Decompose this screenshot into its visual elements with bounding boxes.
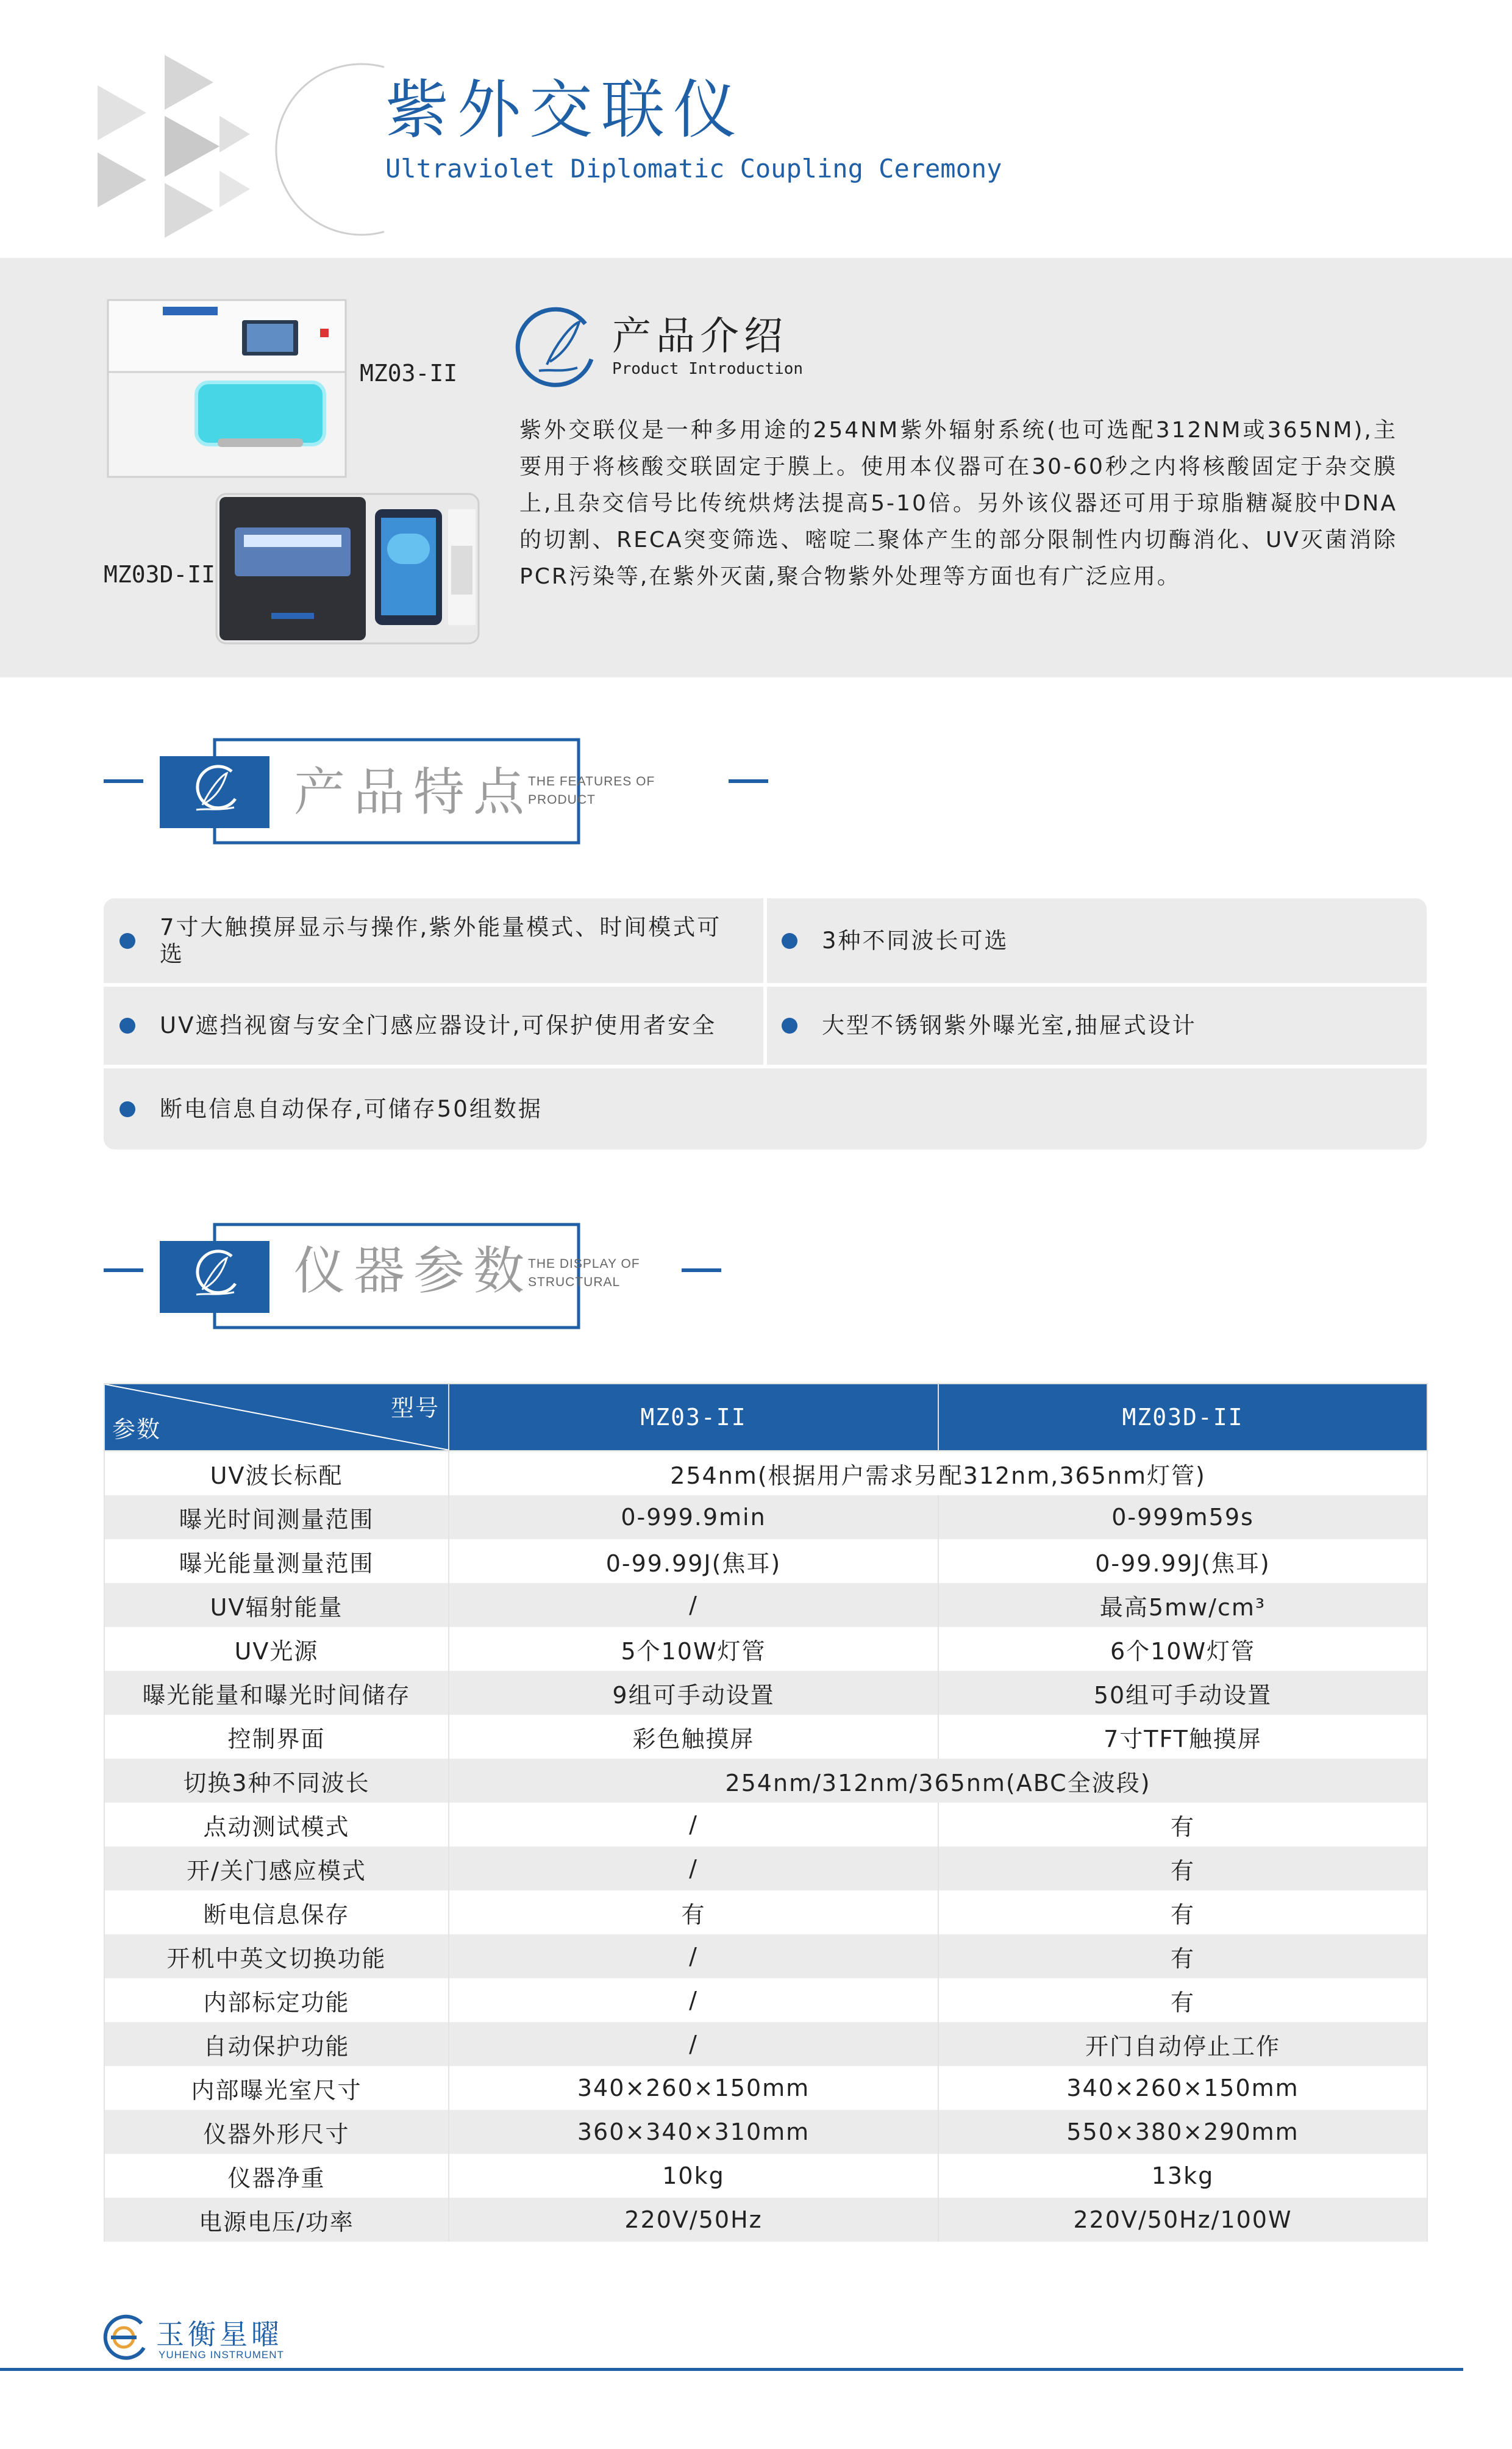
specs-heading-en-2: STRUCTURAL xyxy=(528,1275,621,1289)
value-cell-mz03: / xyxy=(449,1847,938,1890)
footer-rule xyxy=(0,2368,1463,2371)
value-cell-mz03: 9组可手动设置 xyxy=(449,1671,938,1715)
feature-text: 断电信息自动保存,可储存50组数据 xyxy=(160,1095,543,1122)
param-label-cell: 仪器净重 xyxy=(104,2154,449,2198)
value-cell-mz03d: 13kg xyxy=(938,2154,1427,2198)
table-row xyxy=(104,1847,1427,1890)
table-row xyxy=(104,1539,1427,1583)
value-cell-mz03d: 有 xyxy=(938,1803,1427,1847)
table-row xyxy=(104,1451,1427,1495)
column-header-mz03: MZ03-II xyxy=(449,1384,938,1451)
value-cell-mz03: / xyxy=(449,1583,938,1627)
feature-text: UV遮挡视窗与安全门感应器设计,可保护使用者安全 xyxy=(160,1012,717,1039)
bullet-icon xyxy=(119,933,135,949)
specs-heading: 仪器参数 xyxy=(294,1241,533,1301)
product-image-mz03 xyxy=(105,297,349,480)
page-subtitle: Ultraviolet Diplomatic Coupling Ceremony xyxy=(385,154,1002,184)
bullet-icon xyxy=(782,1018,797,1034)
value-cell-mz03: 有 xyxy=(449,1890,938,1934)
value-cell-mz03d: 最高5mw/cm³ xyxy=(938,1583,1427,1627)
value-cell-mz03: 360×340×310mm xyxy=(449,2110,938,2154)
features-heading: 产品特点 xyxy=(294,762,533,822)
value-cell-mz03: / xyxy=(449,1978,938,2022)
value-cell-mz03: / xyxy=(449,2022,938,2066)
value-cell-mz03d: 有 xyxy=(938,1934,1427,1978)
quill-logo-icon xyxy=(513,301,605,392)
feature-item xyxy=(119,898,760,983)
value-cell-mz03d: 有 xyxy=(938,1978,1427,2022)
table-row xyxy=(104,1627,1427,1671)
brand-logo-icon xyxy=(98,2311,150,2364)
page-title: 紫外交联仪 xyxy=(385,73,746,147)
spec-table xyxy=(104,1383,1428,2242)
param-label-cell: 内部曝光室尺寸 xyxy=(104,2066,449,2110)
param-label-cell: 点动测试模式 xyxy=(104,1803,449,1847)
feature-text: 7寸大触摸屏显示与操作,紫外能量模式、时间模式可选 xyxy=(160,913,722,967)
value-cell-mz03: 0-999.9min xyxy=(449,1495,938,1539)
param-label-cell: UV光源 xyxy=(104,1627,449,1671)
table-row xyxy=(104,2022,1427,2066)
value-cell-mz03: 340×260×150mm xyxy=(449,2066,938,2110)
bullet-icon xyxy=(782,933,797,949)
param-label-cell: 曝光能量和曝光时间储存 xyxy=(104,1671,449,1715)
table-row xyxy=(104,1583,1427,1627)
param-label-cell: 曝光能量测量范围 xyxy=(104,1539,449,1583)
value-cell-mz03d: 550×380×290mm xyxy=(938,2110,1427,2154)
merged-value-cell: 254nm(根据用户需求另配312nm,365nm灯管) xyxy=(449,1451,1427,1495)
product-image-mz03d xyxy=(213,491,482,646)
bullet-icon xyxy=(119,1018,135,1034)
features-divider-v xyxy=(763,898,767,1065)
feature-item xyxy=(782,987,1416,1065)
value-cell-mz03d: 0-99.99J(焦耳) xyxy=(938,1539,1427,1583)
table-row xyxy=(104,1890,1427,1934)
table-row xyxy=(104,1803,1427,1847)
bullet-icon xyxy=(119,1101,135,1117)
param-label-cell: 开/关门感应模式 xyxy=(104,1847,449,1890)
feature-item xyxy=(119,1068,1400,1149)
table-row xyxy=(104,1934,1427,1978)
param-label-cell: UV波长标配 xyxy=(104,1451,449,1495)
param-label-cell: 曝光时间测量范围 xyxy=(104,1495,449,1539)
merged-value-cell: 254nm/312nm/365nm(ABC全波段) xyxy=(449,1759,1427,1803)
value-cell-mz03: 5个10W灯管 xyxy=(449,1627,938,1671)
intro-heading-en: Product Introduction xyxy=(612,360,804,378)
value-cell-mz03: 彩色触摸屏 xyxy=(449,1715,938,1759)
table-header-row xyxy=(104,1384,1427,1451)
param-label-cell: 电源电压/功率 xyxy=(104,2198,449,2242)
specs-rule-left xyxy=(104,1268,143,1272)
feature-text: 大型不锈钢紫外曝光室,抽屉式设计 xyxy=(822,1012,1197,1039)
header-decoration xyxy=(91,49,396,244)
table-row xyxy=(104,1495,1427,1539)
value-cell-mz03d: 50组可手动设置 xyxy=(938,1671,1427,1715)
value-cell-mz03: / xyxy=(449,1934,938,1978)
features-heading-en-2: PRODUCT xyxy=(528,793,596,807)
table-row xyxy=(104,1978,1427,2022)
value-cell-mz03d: 6个10W灯管 xyxy=(938,1627,1427,1671)
intro-paragraph: 紫外交联仪是一种多用途的254NM紫外辐射系统(也可选配312NM或365NM),主要用于将核酸交联固定于膜上。使用本仪器可在30-60秒之内将核酸固定于杂交膜上,且杂交信号比传统烘烤法提高5-10倍。另外该仪器还可用于琼脂糖凝胶中DNA的切割、RECA突变筛选、嘧啶二聚体产生的部分限制性内切酶消化、UV灭菌消除PCR污染等,在紫外灭菌,聚合物紫外处理等方面也有广泛应用。 xyxy=(519,418,1397,589)
value-cell-mz03d: 开门自动停止工作 xyxy=(938,2022,1427,2066)
corner-param-label: 参数 xyxy=(112,1416,162,1443)
table-corner-cell xyxy=(104,1384,449,1451)
corner-type-label: 型号 xyxy=(390,1395,440,1421)
model-label-1: MZ03-II xyxy=(360,360,458,387)
table-row xyxy=(104,2154,1427,2198)
feature-item xyxy=(782,898,1416,983)
intro-heading: 产品介绍 xyxy=(612,314,788,359)
feature-text: 3种不同波长可选 xyxy=(822,927,1009,954)
specs-heading-en-1: THE DISPLAY OF xyxy=(528,1257,640,1271)
param-label-cell: 自动保护功能 xyxy=(104,2022,449,2066)
value-cell-mz03d: 有 xyxy=(938,1890,1427,1934)
param-label-cell: 内部标定功能 xyxy=(104,1978,449,2022)
column-header-mz03d: MZ03D-II xyxy=(938,1384,1427,1451)
features-rule-left xyxy=(104,779,143,783)
footer-brand-cn: 玉衡星曜 xyxy=(156,2318,283,2351)
value-cell-mz03: / xyxy=(449,1803,938,1847)
table-row xyxy=(104,1759,1427,1803)
value-cell-mz03d: 有 xyxy=(938,1847,1427,1890)
feature-item xyxy=(119,987,760,1065)
param-label-cell: 仪器外形尺寸 xyxy=(104,2110,449,2154)
param-label-cell: UV辐射能量 xyxy=(104,1583,449,1627)
value-cell-mz03: 0-99.99J(焦耳) xyxy=(449,1539,938,1583)
table-row xyxy=(104,1671,1427,1715)
model-label-2: MZ03D-II xyxy=(104,561,216,588)
features-heading-en-1: THE FEATURES OF xyxy=(528,774,655,788)
param-label-cell: 控制界面 xyxy=(104,1715,449,1759)
value-cell-mz03d: 340×260×150mm xyxy=(938,2066,1427,2110)
table-row xyxy=(104,2110,1427,2154)
specs-rule-right xyxy=(682,1268,721,1272)
table-row xyxy=(104,2198,1427,2242)
value-cell-mz03: 220V/50Hz xyxy=(449,2198,938,2242)
value-cell-mz03: 10kg xyxy=(449,2154,938,2198)
footer-brand-en: YUHENG INSTRUMENT xyxy=(159,2349,284,2361)
value-cell-mz03d: 220V/50Hz/100W xyxy=(938,2198,1427,2242)
features-rule-right xyxy=(729,779,768,783)
value-cell-mz03d: 7寸TFT触摸屏 xyxy=(938,1715,1427,1759)
table-row xyxy=(104,2066,1427,2110)
value-cell-mz03d: 0-999m59s xyxy=(938,1495,1427,1539)
param-label-cell: 断电信息保存 xyxy=(104,1890,449,1934)
param-label-cell: 开机中英文切换功能 xyxy=(104,1934,449,1978)
param-label-cell: 切换3种不同波长 xyxy=(104,1759,449,1803)
table-row xyxy=(104,1715,1427,1759)
